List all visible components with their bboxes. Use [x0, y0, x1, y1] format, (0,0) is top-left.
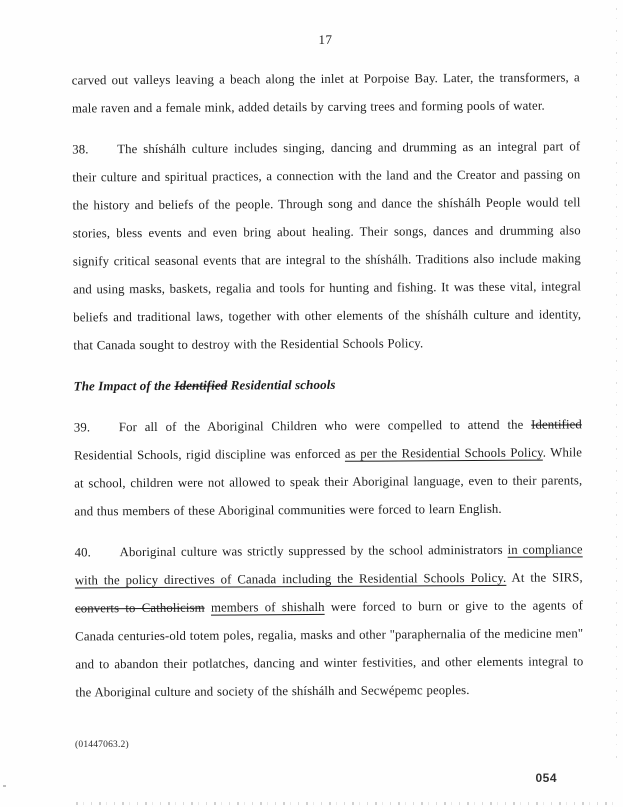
paragraph-40-number: 40. [74, 545, 91, 560]
paragraph-39-number: 39. [73, 420, 91, 435]
document-control-number: (01447063.2) [75, 740, 129, 750]
scan-noise-bottom-band [76, 802, 620, 805]
heading-text-post: Residential schools [227, 376, 336, 393]
scan-noise-right-edge [616, 8, 617, 762]
page-number: 17 [318, 31, 333, 47]
paragraph-40-text: were forced to burn or give to the agents of Canada centuries-old totem poles, regalia, masks and other "paraphernalia of the medicine men" and to abandon their potlatches, dancing and winter festivities, and other elements integral to the Aboriginal culture and society of the shíshálh and Secwépemc peoples. [75, 598, 584, 700]
paragraph-40-underlined-text-2: members of shishalh [210, 599, 325, 615]
paragraph-38-text: The shíshálh culture includes singing, dancing and drumming as an integral part of their culture and spiritual practices, a connection with the land and the Creator and passing on the history and beliefs of the people. Through song and dance the shíshálh People would tell stories, bless events and even bring about healing. Their songs, dances and drumming also signify critical seasonal events that are integral to the shíshálh. Traditions also include making and using masks, baskets, regalia and tools for hunting and fishing. It was these vital, integral beliefs and traditional laws, together with other elements of the shíshálh culture and identity, that Canada sought to destroy with the Residential Schools Policy. [72, 139, 582, 353]
paragraph-40-text: Aboriginal culture was strictly suppressed by the school administrators [119, 542, 508, 560]
heading-struck-text: Identified [174, 377, 228, 393]
section-heading [74, 369, 582, 400]
paragraph-39-text: . While at school, children were not allowed to speak their Aboriginal language, even to their parents, and thus members of these Aboriginal communities were forced to learn English. [74, 445, 583, 519]
paragraph-40-struck-text: converts to Catholicism [74, 600, 205, 616]
paragraph-40-underlined-text: in compliance with the policy directives of Canada including the Residential Schools Policy. [74, 542, 583, 588]
heading-text-pre: The Impact of the [73, 377, 175, 394]
paragraph-40 [75, 535, 584, 706]
paragraph-39 [74, 410, 583, 525]
intro-paragraph: carved out valleys leaving a beach along the inlet at Porpoise Bay. Later, the transformers, a male raven and a female mink, added details by carving trees and forming pools of water. [71, 70, 580, 116]
scan-speck [3, 785, 6, 787]
paragraph-39-text: For all of the Aboriginal Children who were compelled to attend the [118, 417, 532, 435]
paragraph-38 [72, 132, 581, 359]
paragraph-39-text: Residential Schools, rigid discipline was enforced [74, 446, 345, 463]
paragraph-39-underlined-text: as per the Residential Schools Policy [344, 445, 543, 461]
paragraph-39-struck-text: Identified [531, 417, 582, 432]
bates-stamp-number: 054 [535, 771, 557, 785]
paragraph-38-number: 38. [72, 142, 89, 157]
paragraph-40-text: At the SIRS, [506, 570, 583, 585]
